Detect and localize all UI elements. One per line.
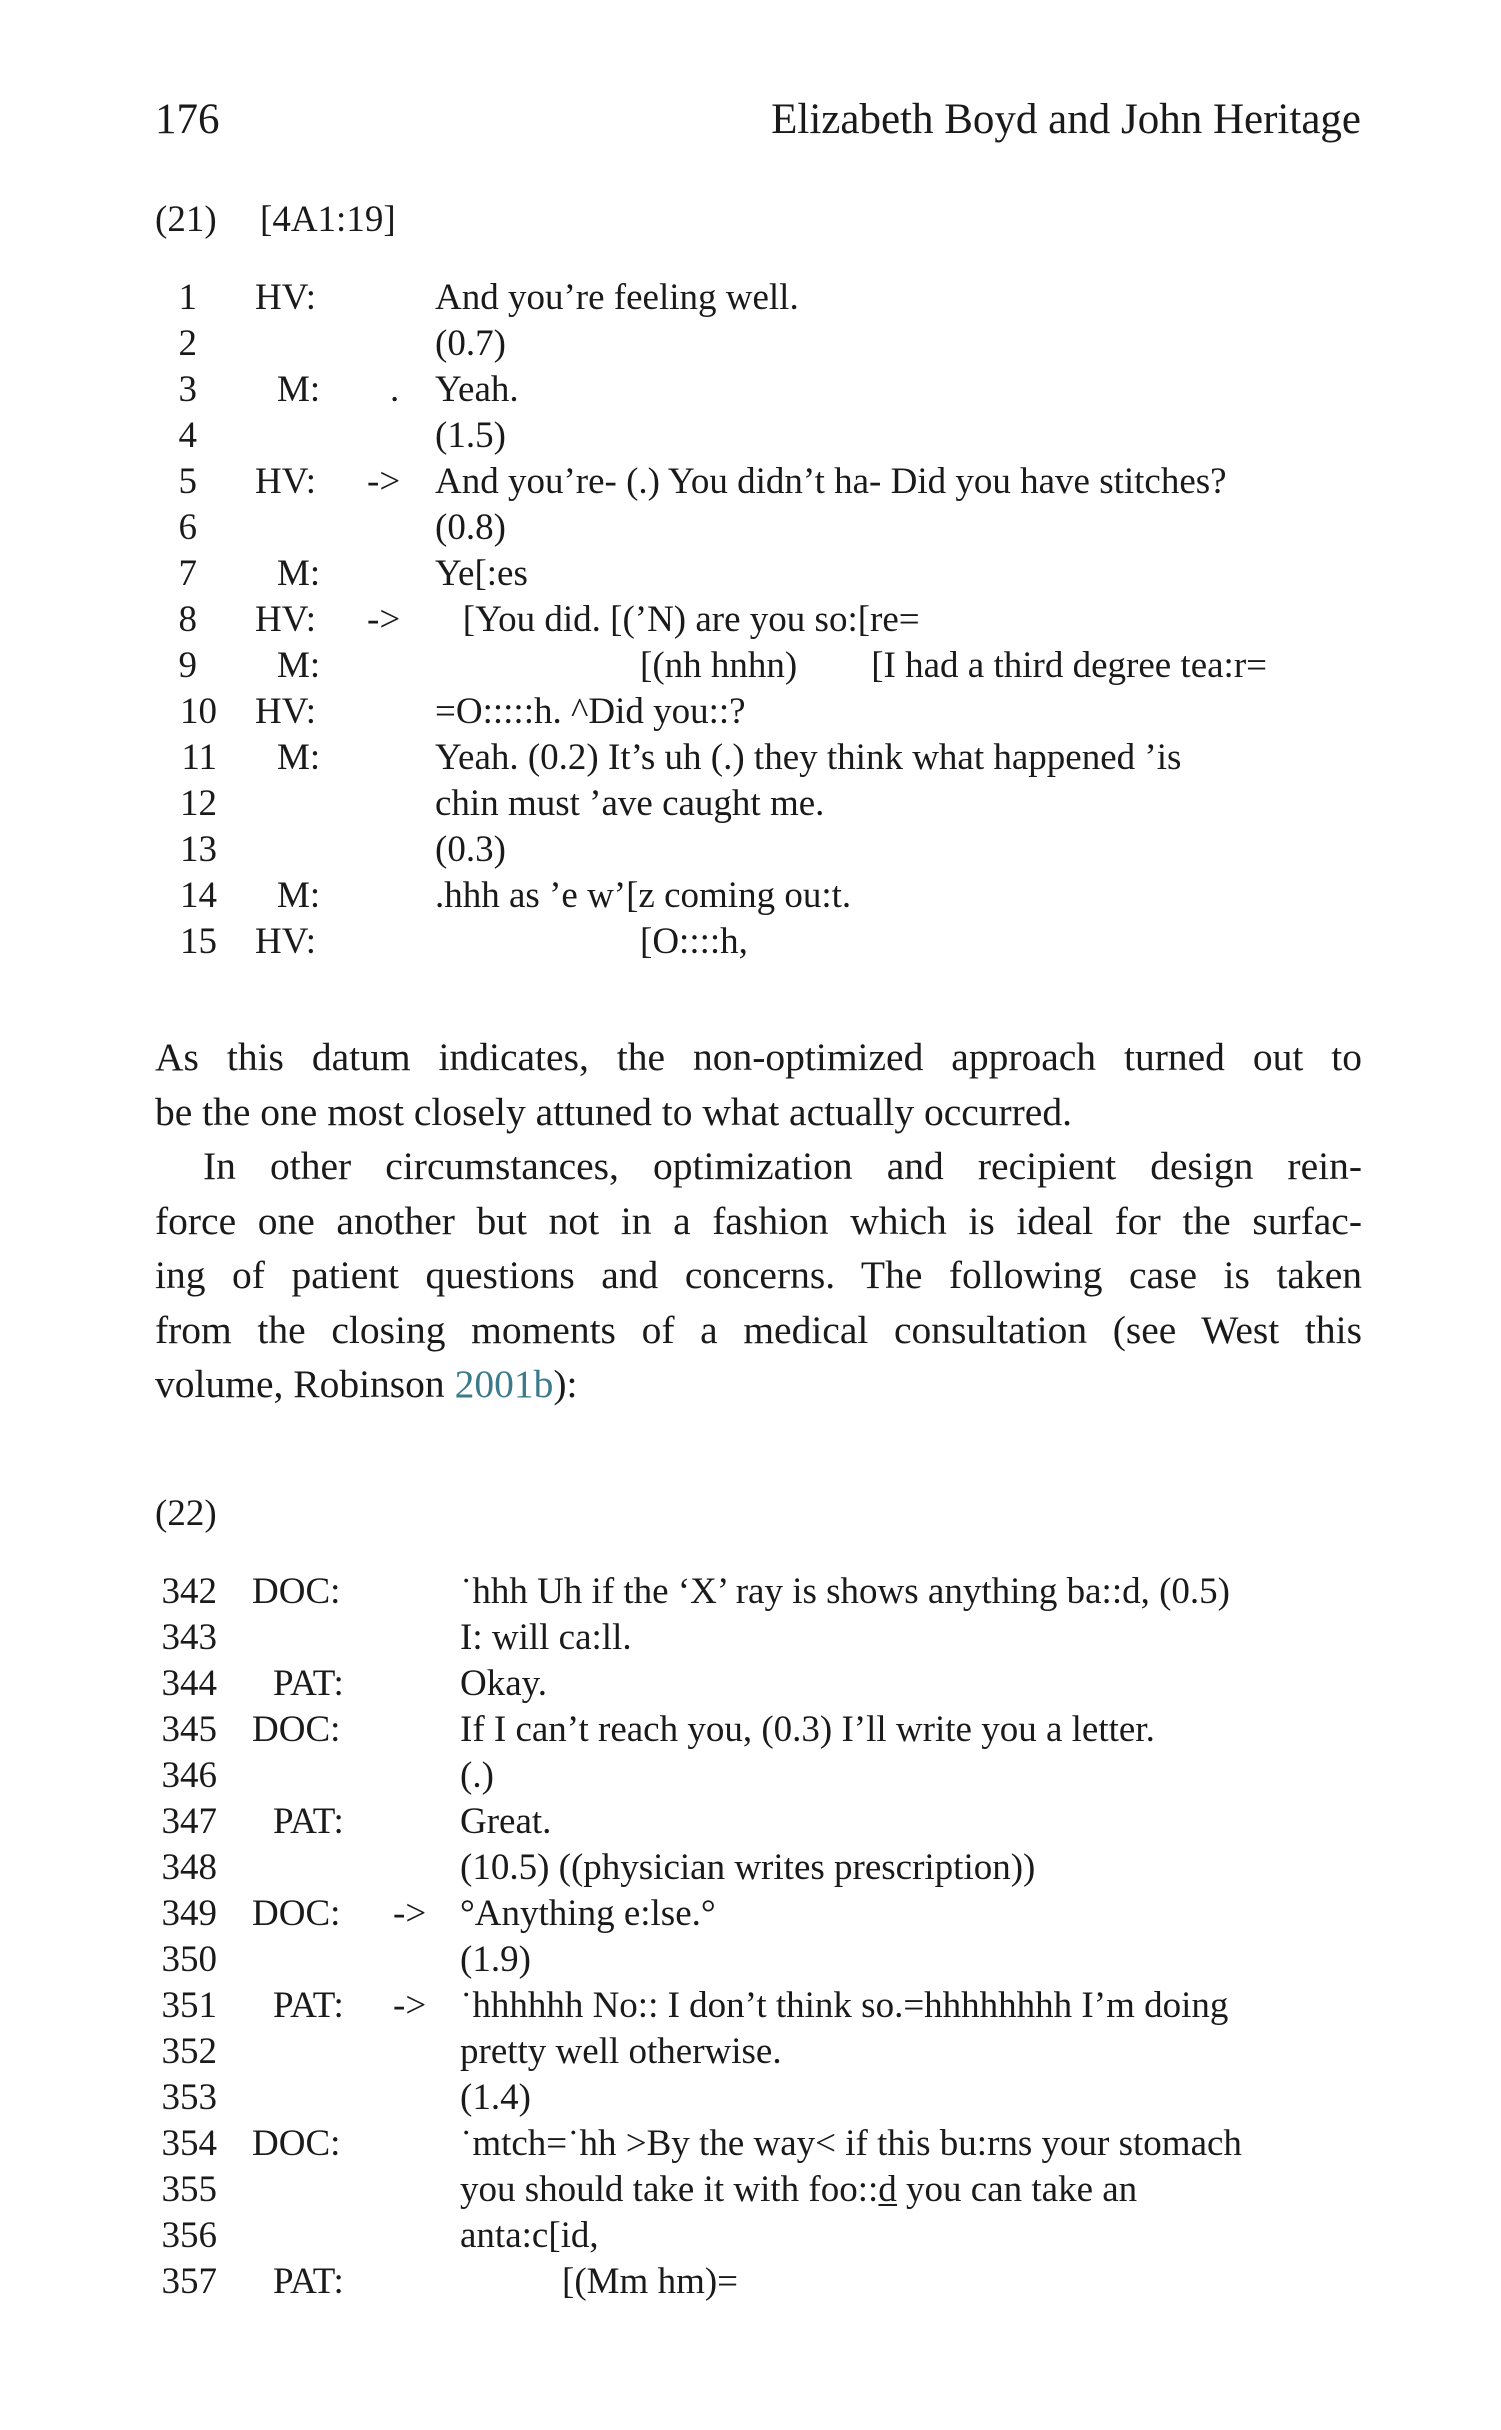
- line-number: 357: [161, 2261, 217, 2302]
- utterance: ˙hhh Uh if the ‘X’ ray is shows anything ba::d, (0.5): [460, 1571, 1231, 1612]
- line-number: 352: [161, 2031, 217, 2072]
- line-number: 350: [161, 1939, 217, 1980]
- line-number: 355: [161, 2169, 217, 2210]
- utterance: If I can’t reach you, (0.3) I’ll write you a letter.: [460, 1709, 1155, 1750]
- utterance: And you’re- (.) You didn’t ha- Did you have stitches?: [435, 461, 1227, 502]
- arrow-marker: ->: [393, 1985, 427, 2026]
- speaker: M:: [277, 645, 321, 686]
- line-number: 1: [178, 277, 197, 318]
- line-number: 3: [178, 369, 197, 410]
- transcript-line: [0, 1892, 1501, 1938]
- utterance: [(nh hnhn) [I had a third degree tea:r=: [640, 645, 1268, 686]
- utterance: [O::::h,: [640, 921, 748, 962]
- utterance: °Anything e:lse.°: [460, 1893, 716, 1934]
- body-paragraph: [155, 1139, 1362, 1412]
- utterance: [You did. [(’N) are you so:[re=: [435, 599, 920, 640]
- arrow-marker: ->: [393, 1893, 427, 1934]
- utterance: (.): [460, 1755, 494, 1796]
- line-number: 356: [161, 2215, 217, 2256]
- transcript-line: [0, 920, 1501, 966]
- utterance: pretty well otherwise.: [460, 2031, 782, 2072]
- text-line: from the closing moments of a medical consultation (see West this: [155, 1307, 1362, 1352]
- example-source: [4A1:19]: [260, 199, 396, 240]
- transcript-line: [0, 736, 1501, 782]
- text-segment: volume, Robinson: [155, 1362, 455, 1406]
- speaker: PAT:: [273, 1985, 344, 2026]
- transcript-line: [0, 460, 1501, 506]
- utterance: chin must ’ave caught me.: [435, 783, 825, 824]
- line-number: 13: [180, 829, 217, 870]
- utterance: Great.: [460, 1801, 552, 1842]
- line-number: 351: [161, 1985, 217, 2026]
- utterance: anta:c[id,: [460, 2215, 599, 2256]
- line-number: 347: [161, 1801, 217, 1842]
- utterance: Yeah.: [435, 369, 519, 410]
- line-number: 354: [161, 2123, 217, 2164]
- utterance: [(Mm hm)=: [562, 2261, 739, 2302]
- line-number: 2: [178, 323, 197, 364]
- speaker: HV:: [255, 277, 316, 318]
- transcript-line: [0, 1570, 1501, 1616]
- line-number: 353: [161, 2077, 217, 2118]
- transcript-line: [0, 1708, 1501, 1754]
- utterance: Ye[:es: [435, 553, 528, 594]
- line-number: 8: [178, 599, 197, 640]
- utterance: .hhh as ’e w’[z coming ou:t.: [435, 875, 852, 916]
- transcript-line: [0, 690, 1501, 736]
- transcript-line: [0, 644, 1501, 690]
- line-number: 349: [161, 1893, 217, 1934]
- arrow-marker: .: [390, 369, 400, 410]
- transcript-line: [0, 1616, 1501, 1662]
- line-number: 15: [180, 921, 217, 962]
- example-label: (22): [155, 1493, 217, 1534]
- speaker: PAT:: [273, 1801, 344, 1842]
- example-label: (21): [155, 199, 217, 240]
- line-number: 11: [181, 737, 217, 778]
- text-line: ing of patient questions and concerns. The following case is taken: [155, 1253, 1362, 1297]
- text-line: As this datum indicates, the non-optimized approach turned out to: [155, 1035, 1362, 1079]
- utterance: (0.7): [435, 323, 506, 364]
- transcript-line: [0, 598, 1501, 644]
- text-line: force one another but not in a fashion which is ideal for the surfac-: [155, 1198, 1362, 1243]
- speaker: DOC:: [252, 1571, 341, 1612]
- speaker: M:: [277, 553, 321, 594]
- transcript-line: [0, 368, 1501, 414]
- line-number: 12: [180, 783, 217, 824]
- line-number: 14: [180, 875, 217, 916]
- arrow-marker: ->: [367, 461, 401, 502]
- line-number: 343: [161, 1617, 217, 1658]
- text-segment: ):: [553, 1362, 578, 1406]
- arrow-marker: ->: [367, 599, 401, 640]
- transcript-line: [0, 414, 1501, 460]
- page-header: [155, 95, 1361, 155]
- transcript-line: [0, 2076, 1501, 2122]
- utterance: (1.9): [460, 1939, 531, 1980]
- transcript-line: [0, 322, 1501, 368]
- page-number: 176: [155, 96, 220, 143]
- text-line: be the one most closely attuned to what actually occurred.: [155, 1089, 1072, 1134]
- speaker: DOC:: [252, 2123, 341, 2164]
- speaker: HV:: [255, 691, 316, 732]
- utterance: I: will ca:ll.: [460, 1617, 632, 1658]
- transcript-line: [0, 1754, 1501, 1800]
- speaker: HV:: [255, 461, 316, 502]
- transcript-line: [0, 506, 1501, 552]
- transcript-line: [0, 2030, 1501, 2076]
- utterance: And you’re feeling well.: [435, 277, 799, 318]
- speaker: DOC:: [252, 1893, 341, 1934]
- line-number: 346: [161, 1755, 217, 1796]
- transcript-line: [0, 782, 1501, 828]
- speaker: PAT:: [273, 2261, 344, 2302]
- transcript-line: [0, 2214, 1501, 2260]
- utterance: ˙mtch=˙hh >By the way< if this bu:rns your stomach: [460, 2123, 1242, 2164]
- line-number: 342: [161, 1571, 217, 1612]
- running-head: Elizabeth Boyd and John Heritage: [771, 96, 1361, 143]
- text-line: [155, 1357, 1362, 1412]
- transcript-line: [0, 2168, 1501, 2214]
- utterance: (1.5): [435, 415, 506, 456]
- line-number: 5: [178, 461, 197, 502]
- transcript-line: [0, 1984, 1501, 2030]
- speaker: M:: [277, 875, 321, 916]
- line-number: 7: [178, 553, 197, 594]
- transcript-line: [0, 276, 1501, 322]
- utterance: (1.4): [460, 2077, 531, 2118]
- utterance: =O:::::h. ^Did you::?: [435, 691, 746, 732]
- utterance: you should take it with foo::d̲ you can take an: [460, 2169, 1138, 2210]
- utterance: Okay.: [460, 1663, 547, 1704]
- line-number: 4: [178, 415, 197, 456]
- line-number: 348: [161, 1847, 217, 1888]
- speaker: M:: [277, 737, 321, 778]
- line-number: 344: [161, 1663, 217, 1704]
- transcript-line: [0, 2122, 1501, 2168]
- speaker: HV:: [255, 599, 316, 640]
- speaker: DOC:: [252, 1709, 341, 1750]
- transcript-line: [0, 1800, 1501, 1846]
- transcript-line: [0, 1662, 1501, 1708]
- transcript-line: [0, 1846, 1501, 1892]
- transcript-line: [0, 2260, 1501, 2306]
- line-number: 10: [180, 691, 217, 732]
- transcript-line: [0, 552, 1501, 598]
- speaker: M:: [277, 369, 321, 410]
- utterance: Yeah. (0.2) It’s uh (.) they think what happened ’is: [435, 737, 1182, 778]
- transcript-line: [0, 828, 1501, 874]
- line-number: 6: [178, 507, 197, 548]
- line-number: 9: [178, 645, 197, 686]
- transcript-line: [0, 874, 1501, 920]
- body-paragraph: [155, 1030, 1362, 1139]
- utterance: (0.8): [435, 507, 506, 548]
- citation-link[interactable]: 2001b: [454, 1362, 554, 1406]
- utterance: (0.3): [435, 829, 506, 870]
- transcript-line: [0, 1938, 1501, 1984]
- speaker: HV:: [255, 921, 316, 962]
- speaker: PAT:: [273, 1663, 344, 1704]
- utterance: ˙hhhhhh No:: I don’t think so.=hhhhhhhh I’m doing: [460, 1985, 1229, 2026]
- text-line: In other circumstances, optimization and recipient design rein-: [203, 1144, 1362, 1188]
- line-number: 345: [161, 1709, 217, 1750]
- utterance: (10.5) ((physician writes prescription)): [460, 1847, 1036, 1888]
